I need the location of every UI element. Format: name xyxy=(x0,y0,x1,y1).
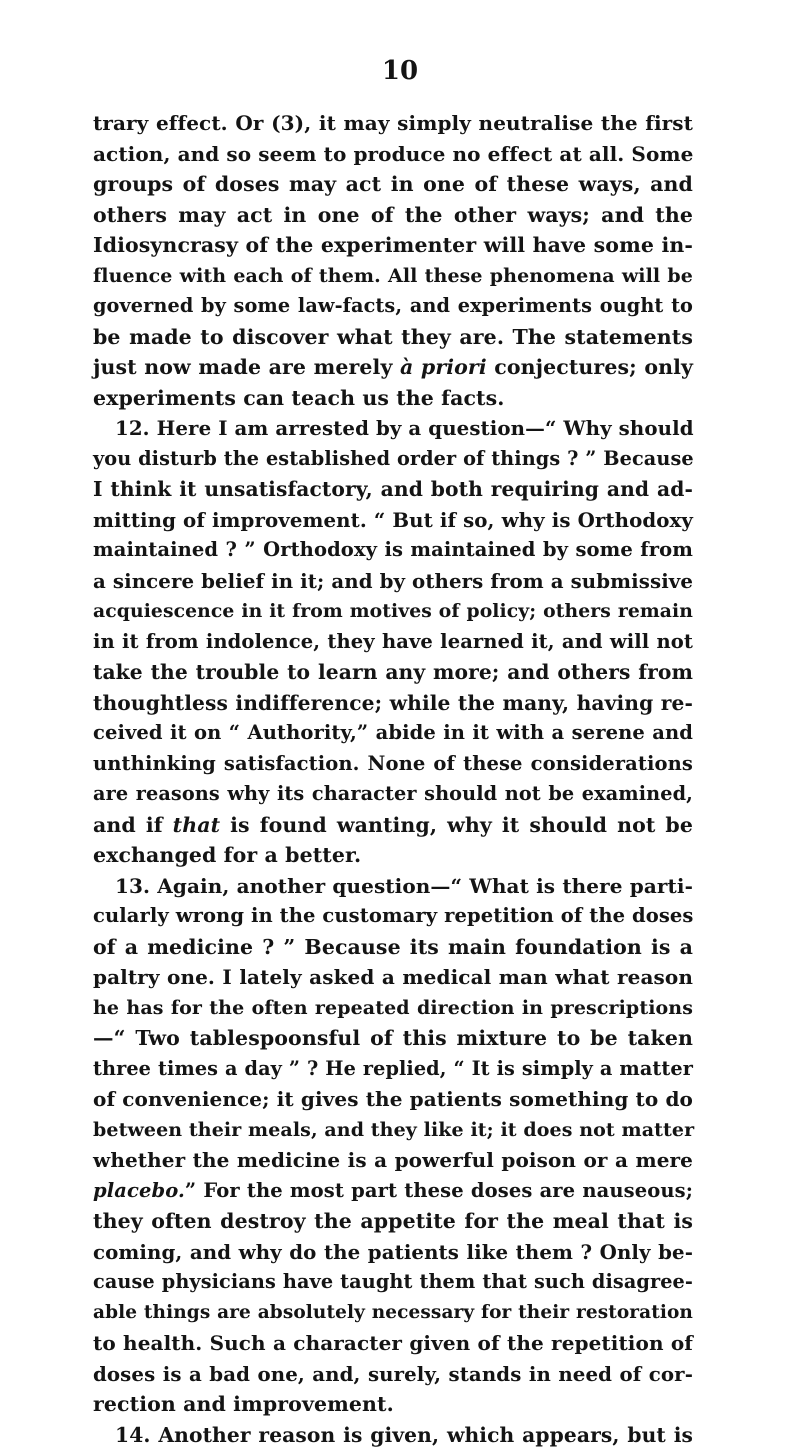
text-segment: in it from indolence, they have learned it, and will not xyxy=(93,630,693,653)
text-segment: rection and improvement. xyxy=(93,1392,394,1416)
text-segment: of a medicine ? ” Because its main foundation is a xyxy=(93,935,693,959)
italic-text: placebo. xyxy=(93,1179,185,1202)
text-line xyxy=(93,352,693,383)
text-segment: ” For the most part these doses are nauseous; xyxy=(185,1179,693,1202)
text-line xyxy=(93,474,693,505)
text-line xyxy=(93,871,693,902)
text-line xyxy=(93,627,693,658)
text-line xyxy=(93,505,693,536)
text-segment: acquiescence in it from motives of policy; others remain xyxy=(93,600,693,622)
text-segment: others may act in one of the other ways; and the xyxy=(93,203,693,227)
text-line xyxy=(93,596,693,627)
text-line xyxy=(93,1145,693,1176)
text-segment: 13. Again, another question—“ What is there parti- xyxy=(115,874,693,898)
text-line xyxy=(93,749,693,780)
text-segment: fluence with each of them. All these phenomena will be xyxy=(93,265,693,287)
text-segment: —“ Two tablespoonsful of this mixture to be taken xyxy=(93,1026,693,1050)
text-line xyxy=(93,718,693,749)
text-segment: mitting of improvement. “ But if so, why is Orthodoxy xyxy=(93,508,693,532)
text-line xyxy=(93,932,693,963)
text-segment: exchanged for a better. xyxy=(93,843,361,867)
text-line xyxy=(93,261,693,292)
text-line xyxy=(93,108,693,139)
text-segment: maintained ? ” Orthodoxy is maintained by some from xyxy=(93,538,693,561)
text-line xyxy=(93,413,693,444)
text-line xyxy=(93,322,693,353)
text-line xyxy=(93,291,693,322)
text-segment: are reasons why its character should not be examined, xyxy=(93,782,693,805)
text-line xyxy=(93,1237,693,1268)
text-line xyxy=(93,962,693,993)
text-line xyxy=(93,139,693,170)
text-segment: able things are absolutely necessary for their restoration xyxy=(93,1302,693,1323)
text-segment: experiments can teach us the facts. xyxy=(93,386,505,410)
text-segment: cause physicians have taught them that such disagree- xyxy=(93,1270,693,1293)
text-line xyxy=(93,1115,693,1146)
page-number: 10 xyxy=(0,56,800,86)
text-line xyxy=(93,1176,693,1207)
text-line xyxy=(93,200,693,231)
text-segment: and if xyxy=(93,813,173,837)
text-line xyxy=(93,1023,693,1054)
text-segment: 14. Another reason is given, which appears, but is xyxy=(115,1423,693,1447)
text-line xyxy=(93,810,693,841)
text-segment: he has for the often repeated direction in prescriptions xyxy=(93,997,693,1019)
text-segment: of convenience; it gives the patients something to do xyxy=(93,1087,693,1111)
text-segment: take the trouble to learn any more; and others from xyxy=(93,660,693,684)
text-segment: trary effect. Or (3), it may simply neutralise the first xyxy=(93,111,693,135)
text-segment: governed by some law-facts, and experiments ought to xyxy=(93,294,693,317)
italic-text: à priori xyxy=(400,355,487,379)
text-segment: between their meals, and they like it; it does not matter xyxy=(93,1119,694,1141)
text-line xyxy=(93,383,693,414)
text-line xyxy=(93,1054,693,1085)
text-segment: to health. Such a character given of the repetition of xyxy=(93,1331,693,1355)
text-line xyxy=(93,1084,693,1115)
text-line xyxy=(93,688,693,719)
text-segment: is found wanting, why it should not be xyxy=(220,813,693,837)
body-text xyxy=(93,108,693,1450)
text-segment: just now made are merely xyxy=(93,355,400,379)
text-line xyxy=(93,779,693,810)
text-segment: doses is a bad one, and, surely, stands in need of cor- xyxy=(93,1362,693,1386)
text-line xyxy=(93,535,693,566)
text-line xyxy=(93,1389,693,1420)
text-line xyxy=(93,1420,693,1450)
text-line xyxy=(93,993,693,1024)
text-line xyxy=(93,840,693,871)
text-segment: you disturb the established order of things ? ” Because xyxy=(93,447,694,470)
text-segment: I think it unsatisfactory, and both requiring and ad- xyxy=(93,477,693,501)
text-line xyxy=(93,657,693,688)
text-segment: they often destroy the appetite for the meal that is xyxy=(93,1209,693,1233)
text-line xyxy=(93,1328,693,1359)
text-segment: be made to discover what they are. The statements xyxy=(93,325,693,349)
text-segment: whether the medicine is a powerful poison or a mere xyxy=(93,1148,693,1172)
text-line xyxy=(93,1298,693,1329)
text-line xyxy=(93,1359,693,1390)
text-segment: groups of doses may act in one of these ways, and xyxy=(93,172,693,196)
text-segment: coming, and why do the patients like them ? Only be- xyxy=(93,1240,693,1264)
text-line xyxy=(93,230,693,261)
text-line xyxy=(93,169,693,200)
text-line xyxy=(93,566,693,597)
text-segment: 12. Here I am arrested by a question—“ Why should xyxy=(115,416,694,440)
text-segment: thoughtless indifference; while the many, having re- xyxy=(93,691,693,715)
text-segment: ceived it on “ Authority,” abide in it with a serene and xyxy=(93,721,693,744)
text-segment: a sincere belief in it; and by others from a submissive xyxy=(93,569,693,593)
text-line xyxy=(93,444,693,475)
text-segment: action, and so seem to produce no effect at all. Some xyxy=(93,142,694,166)
text-segment: three times a day ” ? He replied, “ It is simply a matter xyxy=(93,1057,693,1080)
text-line xyxy=(93,901,693,932)
text-line xyxy=(93,1267,693,1298)
text-segment: Idiosyncrasy of the experimenter will have some in- xyxy=(93,233,693,257)
text-segment: paltry one. I lately asked a medical man what reason xyxy=(93,965,693,989)
text-segment: conjectures; only xyxy=(487,355,693,379)
text-segment: cularly wrong in the customary repetition of the doses xyxy=(93,904,694,927)
italic-text: that xyxy=(173,813,221,837)
text-line xyxy=(93,1206,693,1237)
text-segment: unthinking satisfaction. None of these considerations xyxy=(93,752,693,775)
